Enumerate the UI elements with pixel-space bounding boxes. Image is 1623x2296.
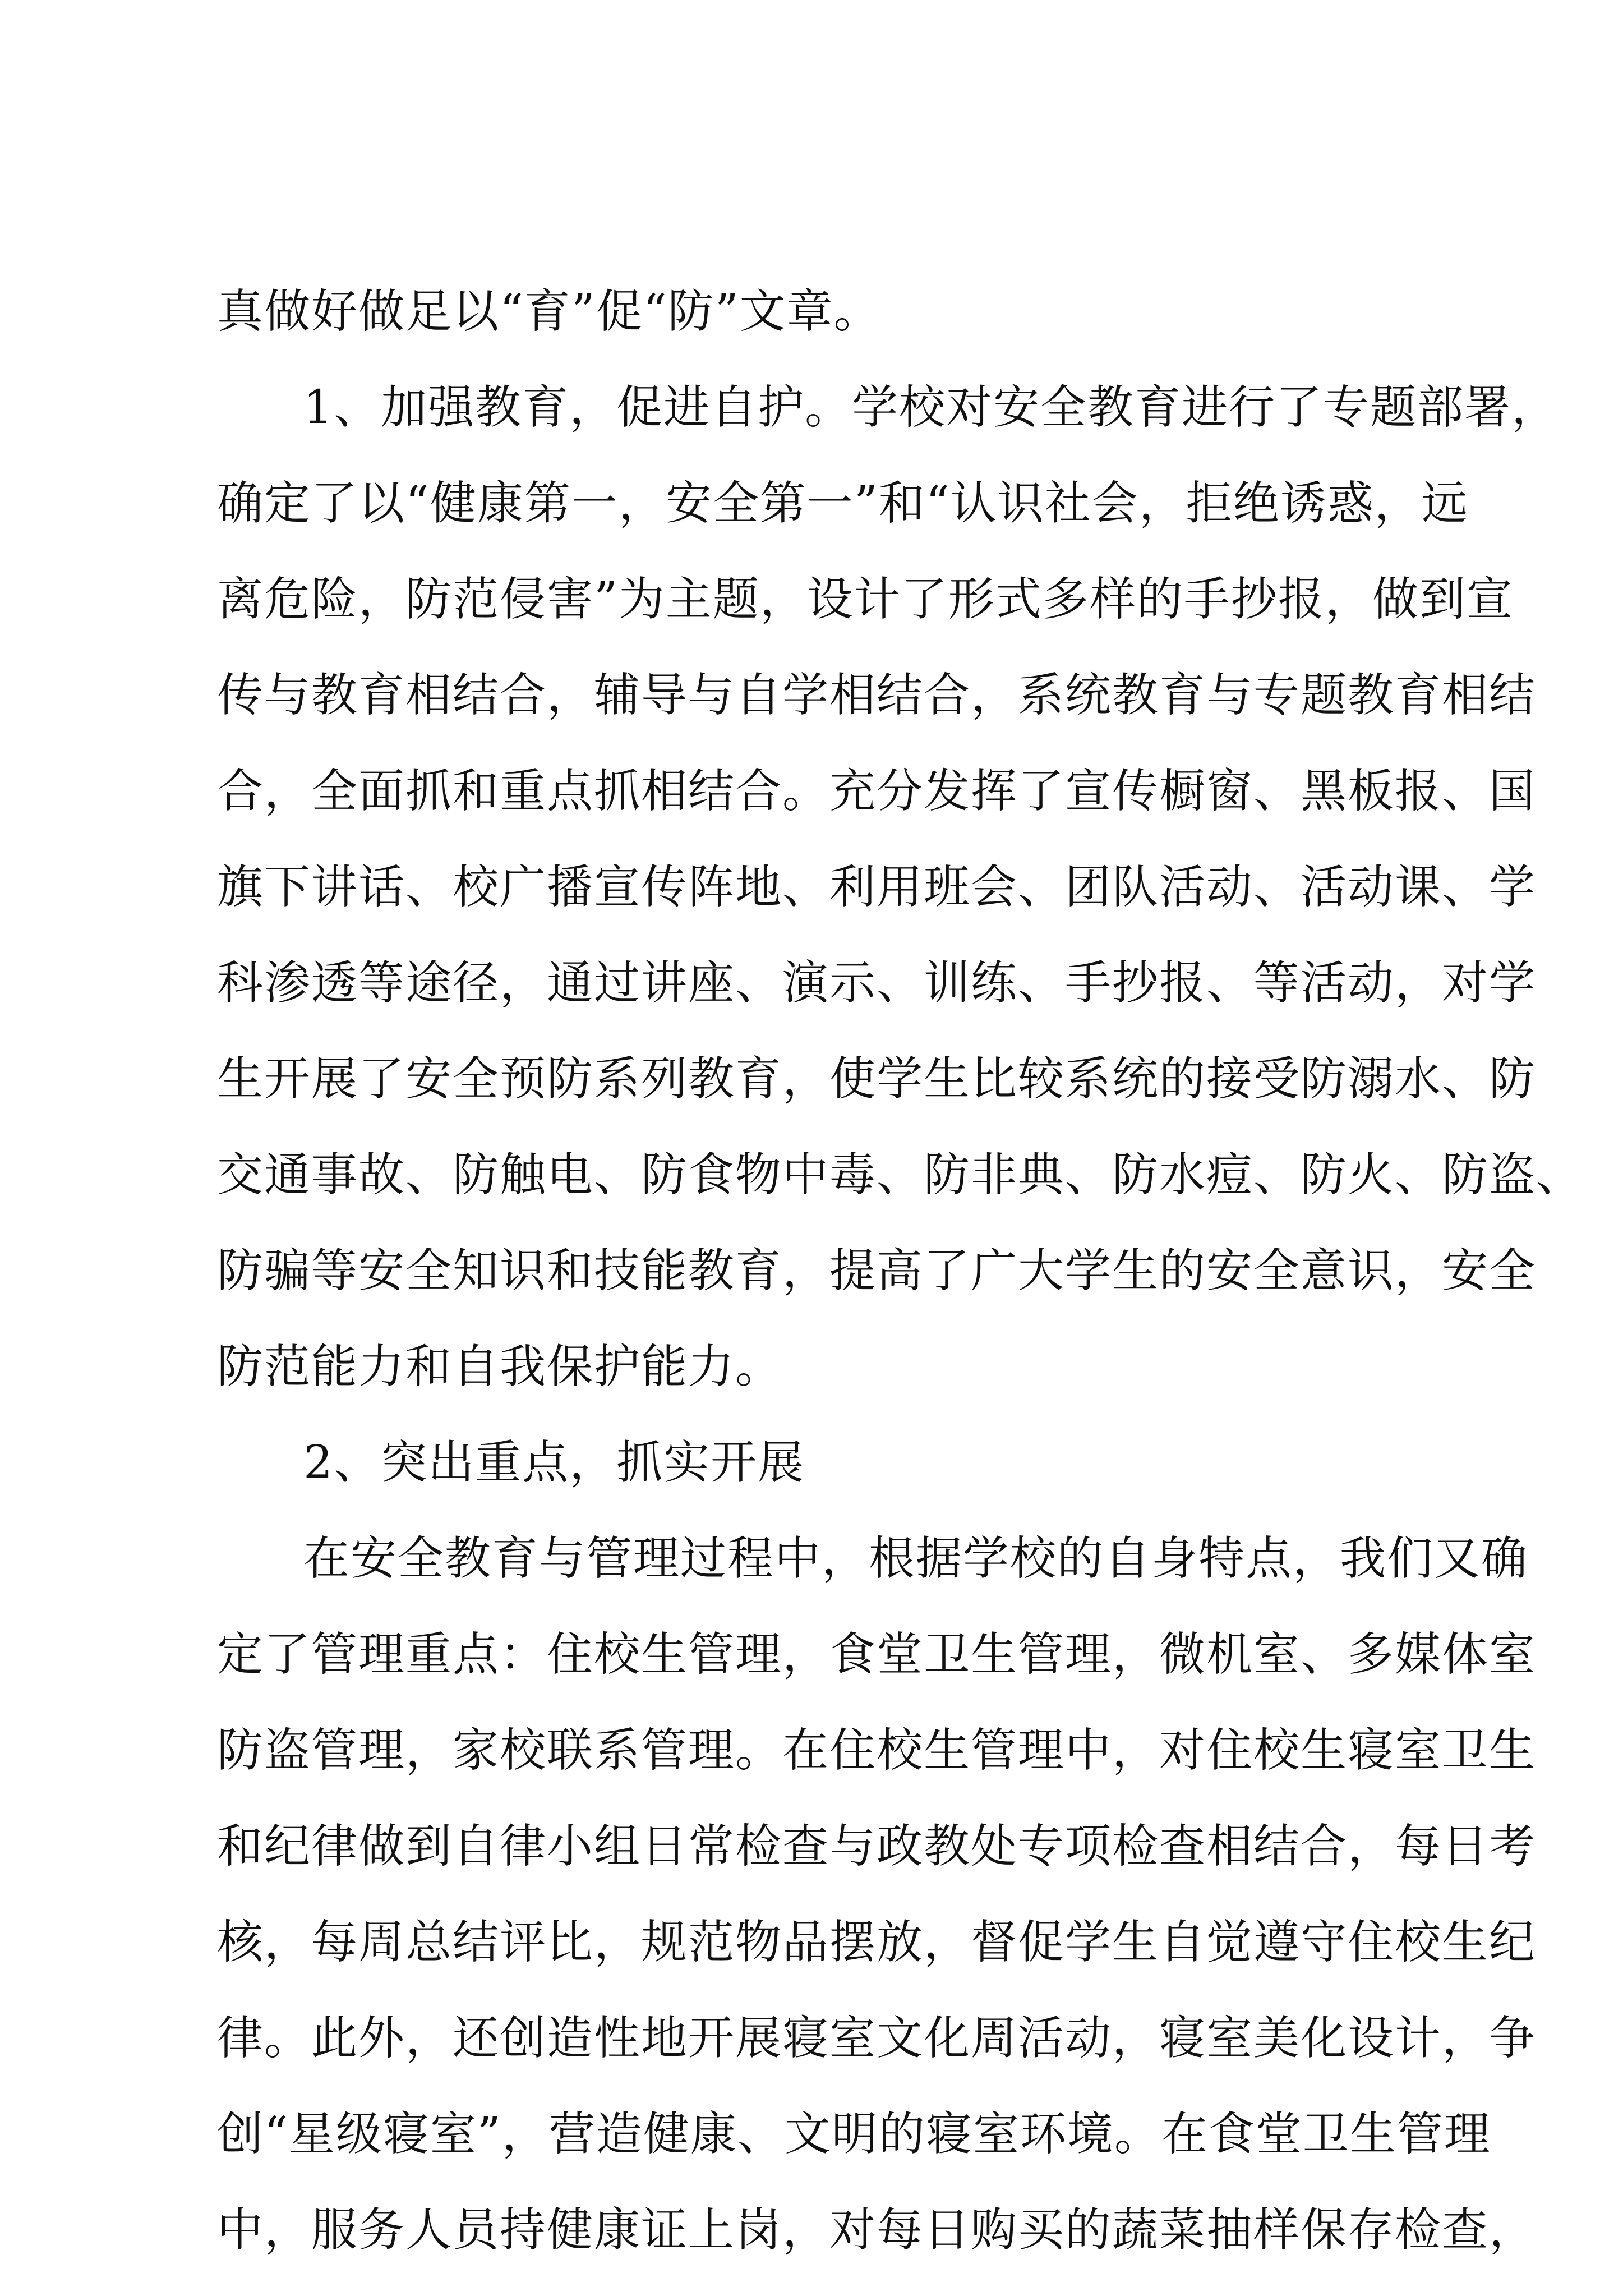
paragraph-line: 合，全面抓和重点抓相结合。充分发挥了宣传橱窗、黑板报、国 [217, 765, 1537, 818]
paragraph-line: 律。此外，还创造性地开展寝室文化周活动，寝室美化设计，争 [217, 2012, 1537, 2065]
paragraph-line: 1、加强教育，促进自护。学校对安全教育进行了专题部署， [303, 381, 1559, 434]
paragraph-line: 防盗管理，家校联系管理。在住校生管理中，对住校生寝室卫生 [217, 1724, 1537, 1777]
paragraph-line: 在安全教育与管理过程中，根据学校的自身特点，我们又确 [303, 1532, 1529, 1585]
paragraph-line: 确定了以“健康第一，安全第一”和“认识社会，拒绝诱惑，远 [217, 477, 1469, 530]
paragraph-line: 传与教育相结合，辅导与自学相结合，系统教育与专题教育相结 [217, 669, 1537, 722]
paragraph-line: 旗下讲话、校广播宣传阵地、利用班会、团队活动、活动课、学 [217, 861, 1537, 914]
paragraph-line: 真做好做足以“育”促“防”文章。 [217, 285, 881, 338]
paragraph-line: 防范能力和自我保护能力。 [217, 1340, 783, 1393]
paragraph-line: 交通事故、防触电、防食物中毒、防非典、防水痘、防火、防盗、 [217, 1148, 1584, 1202]
paragraph-line: 和纪律做到自律小组日常检查与政教处专项检查相结合，每日考 [217, 1820, 1537, 1873]
paragraph-line: 定了管理重点：住校生管理，食堂卫生管理，微机室、多媒体室 [217, 1628, 1537, 1681]
paragraph-line: 科渗透等途径，通过讲座、演示、训练、手抄报、等活动，对学 [217, 956, 1537, 1010]
paragraph-line: 防骗等安全知识和技能教育，提高了广大学生的安全意识，安全 [217, 1244, 1537, 1297]
paragraph-line: 中，服务人员持健康证上岗，对每日购买的蔬菜抽样保存检查， [217, 2203, 1537, 2257]
paragraph-line: 生开展了安全预防系列教育，使学生比较系统的接受防溺水、防 [217, 1052, 1537, 1106]
paragraph-line: 离危险，防范侵害”为主题，设计了形式多样的手抄报，做到宣 [217, 573, 1514, 626]
section-heading: 2、突出重点，抓实开展 [303, 1436, 805, 1489]
paragraph-line: 创“星级寝室”，营造健康、文明的寝室环境。在食堂卫生管理 [217, 2108, 1491, 2161]
paragraph-line: 核，每周总结评比，规范物品摆放，督促学生自觉遵守住校生纪 [217, 1916, 1537, 1969]
